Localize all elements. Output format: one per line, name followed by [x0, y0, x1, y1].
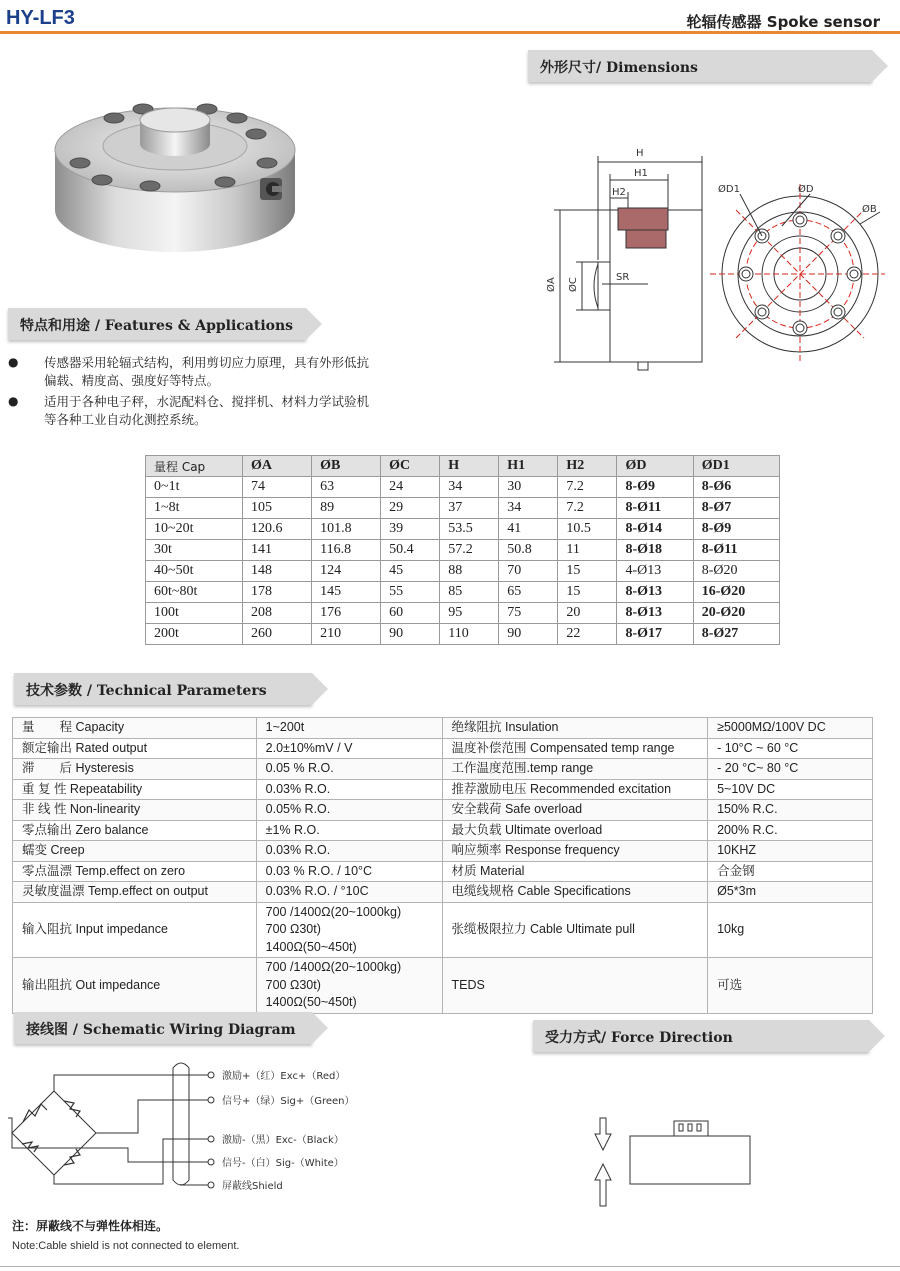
wire-label: 信号+（绿）Sig+（Green）	[222, 1096, 355, 1107]
capacity-cell: 65	[499, 582, 558, 603]
capacity-cell: 8-Ø13	[617, 603, 693, 624]
capacity-cell: 70	[499, 561, 558, 582]
capacity-cell: 60t~80t	[146, 582, 243, 603]
param-name: 张缆极限拉力 Cable Ultimate pull	[442, 902, 708, 958]
param-name: 推荐激励电压 Recommended excitation	[442, 779, 708, 800]
feature-item	[8, 393, 378, 428]
capacity-cell: 30t	[146, 540, 243, 561]
capacity-cell: 34	[499, 498, 558, 519]
wire-label: 激励-（黑）Exc-（Black）	[222, 1135, 344, 1146]
technical-title: 技术参数 / Technical Parameters	[26, 683, 267, 699]
col-header: ØC	[381, 456, 440, 477]
capacity-cell: 178	[243, 582, 312, 603]
arrow-up-icon	[595, 1164, 611, 1206]
features-title: 特点和用途 / Features & Applications	[20, 318, 294, 334]
header-rule	[0, 31, 900, 34]
param-name: 滞 后 Hysteresis	[13, 759, 257, 780]
tech-row	[13, 882, 873, 903]
wire-label: 屏蔽线Shield	[222, 1181, 283, 1192]
capacity-cell: 75	[499, 603, 558, 624]
capacity-cell: 60	[381, 603, 440, 624]
dimensions-title: 外形尺寸/ Dimensions	[540, 60, 698, 76]
capacity-cell: 53.5	[440, 519, 499, 540]
capacity-row	[146, 477, 780, 498]
param-value: 700 /1400Ω(20~1000kg) 700 Ω30t) 1400Ω(50~450t)	[256, 958, 442, 1014]
note-en: Note:Cable shield is not connected to element.	[12, 1240, 240, 1252]
param-name: 蠕变 Creep	[13, 841, 257, 862]
param-name: 灵敏度温漂 Temp.effect on output	[13, 882, 257, 903]
param-name: 非 线 性 Non-linearity	[13, 800, 257, 821]
capacity-cell: 8-Ø7	[693, 498, 779, 519]
capacity-cell: 120.6	[243, 519, 312, 540]
param-name: 重 复 性 Repeatability	[13, 779, 257, 800]
footer-rule	[0, 1266, 900, 1267]
tech-row	[13, 861, 873, 882]
wire-label: 激励+（红）Exc+（Red）	[222, 1071, 346, 1082]
svg-text:ØB: ØB	[862, 204, 877, 215]
tech-row	[13, 820, 873, 841]
capacity-cell: 34	[440, 477, 499, 498]
feature-text: 传感器采用轮辐式结构，利用剪切应力原理，具有外形低抗偏载、精度高、强度好等特点。	[44, 355, 370, 388]
force-title: 受力方式/ Force Direction	[545, 1030, 733, 1046]
svg-text:ØC: ØC	[568, 277, 579, 292]
capacity-row	[146, 540, 780, 561]
capacity-cell: 176	[312, 603, 381, 624]
capacity-cell: 30	[499, 477, 558, 498]
capacity-cell: 41	[499, 519, 558, 540]
param-name: 材质 Material	[442, 861, 708, 882]
capacity-cell: 260	[243, 624, 312, 645]
capacity-row	[146, 603, 780, 624]
capacity-cell: 8-Ø14	[617, 519, 693, 540]
svg-text:SR: SR	[616, 272, 630, 283]
param-value: 0.05 % R.O.	[256, 759, 442, 780]
col-header: ØB	[312, 456, 381, 477]
tech-row	[13, 902, 873, 958]
capacity-cell: 7.2	[558, 498, 617, 519]
capacity-cell: 90	[499, 624, 558, 645]
capacity-cell: 88	[440, 561, 499, 582]
param-name: 输入阻抗 Input impedance	[13, 902, 257, 958]
capacity-cell: 37	[440, 498, 499, 519]
param-value: ±1% R.O.	[256, 820, 442, 841]
capacity-cell: 45	[381, 561, 440, 582]
capacity-row	[146, 624, 780, 645]
bullet-icon: ●	[8, 394, 19, 408]
param-name: 安全载荷 Safe overload	[442, 800, 708, 821]
col-header: 量程 Cap	[146, 456, 243, 477]
param-name: 绝缘阻抗 Insulation	[442, 718, 708, 739]
features-list	[8, 354, 378, 432]
model-title: HY-LF3	[6, 7, 75, 29]
capacity-row	[146, 498, 780, 519]
wire-label: 信号-（白）Sig-（White）	[222, 1158, 344, 1169]
dimensions-tab	[528, 50, 872, 82]
product-photo	[40, 60, 310, 260]
capacity-table	[145, 455, 780, 645]
feature-text: 适用于各种电子秤，水泥配料仓、搅拌机、材料力学试验机等各种工业自动化测控系统。	[44, 394, 370, 427]
capacity-cell: 95	[440, 603, 499, 624]
param-value: - 10°C ~ 60 °C	[708, 738, 873, 759]
capacity-cell: 15	[558, 561, 617, 582]
sensor-body-icon	[630, 1136, 750, 1184]
technical-table	[12, 717, 873, 1014]
capacity-cell: 11	[558, 540, 617, 561]
param-value: 2.0±10%mV / V	[256, 738, 442, 759]
bullet-icon: ●	[8, 355, 19, 369]
capacity-cell: 85	[440, 582, 499, 603]
dimension-drawing	[540, 140, 885, 380]
tech-row	[13, 759, 873, 780]
capacity-cell: 101.8	[312, 519, 381, 540]
force-tab	[533, 1020, 869, 1052]
param-value: 0.03% R.O.	[256, 779, 442, 800]
capacity-cell: 8-Ø18	[617, 540, 693, 561]
capacity-cell: 10.5	[558, 519, 617, 540]
capacity-cell: 57.2	[440, 540, 499, 561]
param-name: 零点温漂 Temp.effect on zero	[13, 861, 257, 882]
svg-text:H1: H1	[634, 168, 648, 179]
svg-text:ØD: ØD	[798, 184, 814, 195]
page-header	[0, 0, 900, 34]
arrow-down-icon	[595, 1118, 611, 1150]
param-value: 200% R.C.	[708, 820, 873, 841]
tech-row	[13, 718, 873, 739]
param-value: Ø5*3m	[708, 882, 873, 903]
capacity-cell: 8-Ø11	[617, 498, 693, 519]
wiring-tab	[14, 1012, 312, 1044]
capacity-cell: 8-Ø17	[617, 624, 693, 645]
param-value: 5~10V DC	[708, 779, 873, 800]
param-name: 额定输出 Rated output	[13, 738, 257, 759]
svg-text:ØA: ØA	[546, 277, 557, 292]
col-header: ØD1	[693, 456, 779, 477]
svg-text:ØD1: ØD1	[718, 184, 740, 195]
force-diagram	[590, 1110, 770, 1210]
capacity-cell: 24	[381, 477, 440, 498]
capacity-cell: 8-Ø9	[617, 477, 693, 498]
param-name: 最大负载 Ultimate overload	[442, 820, 708, 841]
svg-text:H: H	[636, 148, 644, 159]
param-name: 温度补偿范围 Compensated temp range	[442, 738, 708, 759]
capacity-cell: 8-Ø9	[693, 519, 779, 540]
param-value: 可选	[708, 958, 873, 1014]
param-name: 响应频率 Response frequency	[442, 841, 708, 862]
capacity-cell: 15	[558, 582, 617, 603]
capacity-cell: 90	[381, 624, 440, 645]
capacity-cell: 22	[558, 624, 617, 645]
capacity-cell: 10~20t	[146, 519, 243, 540]
param-name: TEDS	[442, 958, 708, 1014]
param-value: 150% R.C.	[708, 800, 873, 821]
feature-item	[8, 354, 378, 389]
col-header: H	[440, 456, 499, 477]
param-value: 1~200t	[256, 718, 442, 739]
capacity-cell: 141	[243, 540, 312, 561]
capacity-header-row	[146, 456, 780, 477]
capacity-cell: 116.8	[312, 540, 381, 561]
note-cn: 注：屏蔽线不与弹性体相连。	[12, 1219, 169, 1233]
capacity-row	[146, 519, 780, 540]
param-name: 输出阻抗 Out impedance	[13, 958, 257, 1014]
capacity-cell: 110	[440, 624, 499, 645]
param-name: 量 程 Capacity	[13, 718, 257, 739]
capacity-cell: 148	[243, 561, 312, 582]
category-title: 轮辐传感器 Spoke sensor	[686, 13, 880, 31]
wiring-title: 接线图 / Schematic Wiring Diagram	[26, 1022, 296, 1038]
capacity-cell: 16-Ø20	[693, 582, 779, 603]
capacity-cell: 55	[381, 582, 440, 603]
capacity-cell: 124	[312, 561, 381, 582]
tech-row	[13, 800, 873, 821]
param-value: 0.03% R.O. / °10C	[256, 882, 442, 903]
param-name: 工作温度范围.temp range	[442, 759, 708, 780]
col-header: ØD	[617, 456, 693, 477]
capacity-cell: 208	[243, 603, 312, 624]
capacity-cell: 50.8	[499, 540, 558, 561]
features-tab	[8, 308, 306, 340]
capacity-cell: 74	[243, 477, 312, 498]
capacity-cell: 4-Ø13	[617, 561, 693, 582]
param-value: 700 /1400Ω(20~1000kg) 700 Ω30t) 1400Ω(50~450t)	[256, 902, 442, 958]
capacity-cell: 8-Ø6	[693, 477, 779, 498]
capacity-cell: 39	[381, 519, 440, 540]
param-value: 合金钢	[708, 861, 873, 882]
capacity-cell: 8-Ø27	[693, 624, 779, 645]
capacity-cell: 210	[312, 624, 381, 645]
technical-tab	[14, 673, 312, 705]
param-value: 0.05% R.O.	[256, 800, 442, 821]
capacity-cell: 20-Ø20	[693, 603, 779, 624]
col-header: H1	[499, 456, 558, 477]
capacity-cell: 0~1t	[146, 477, 243, 498]
capacity-cell: 200t	[146, 624, 243, 645]
capacity-cell: 40~50t	[146, 561, 243, 582]
capacity-row	[146, 561, 780, 582]
svg-text:H2: H2	[612, 187, 626, 198]
capacity-cell: 89	[312, 498, 381, 519]
wiring-diagram	[8, 1058, 388, 1198]
tech-row	[13, 958, 873, 1014]
param-value: 10kg	[708, 902, 873, 958]
capacity-cell: 29	[381, 498, 440, 519]
col-header: H2	[558, 456, 617, 477]
param-value: - 20 °C~ 80 °C	[708, 759, 873, 780]
capacity-cell: 8-Ø11	[693, 540, 779, 561]
capacity-cell: 8-Ø13	[617, 582, 693, 603]
param-name: 电缆线规格 Cable Specifications	[442, 882, 708, 903]
param-value: 0.03 % R.O. / 10°C	[256, 861, 442, 882]
capacity-cell: 63	[312, 477, 381, 498]
capacity-cell: 50.4	[381, 540, 440, 561]
capacity-cell: 7.2	[558, 477, 617, 498]
tech-row	[13, 779, 873, 800]
param-value: ≥5000MΩ/100V DC	[708, 718, 873, 739]
capacity-cell: 105	[243, 498, 312, 519]
capacity-cell: 100t	[146, 603, 243, 624]
tech-row	[13, 738, 873, 759]
capacity-row	[146, 582, 780, 603]
param-name: 零点输出 Zero balance	[13, 820, 257, 841]
capacity-cell: 145	[312, 582, 381, 603]
param-value: 10KHZ	[708, 841, 873, 862]
col-header: ØA	[243, 456, 312, 477]
param-value: 0.03% R.O.	[256, 841, 442, 862]
capacity-cell: 8-Ø20	[693, 561, 779, 582]
capacity-cell: 1~8t	[146, 498, 243, 519]
tech-row	[13, 841, 873, 862]
capacity-cell: 20	[558, 603, 617, 624]
